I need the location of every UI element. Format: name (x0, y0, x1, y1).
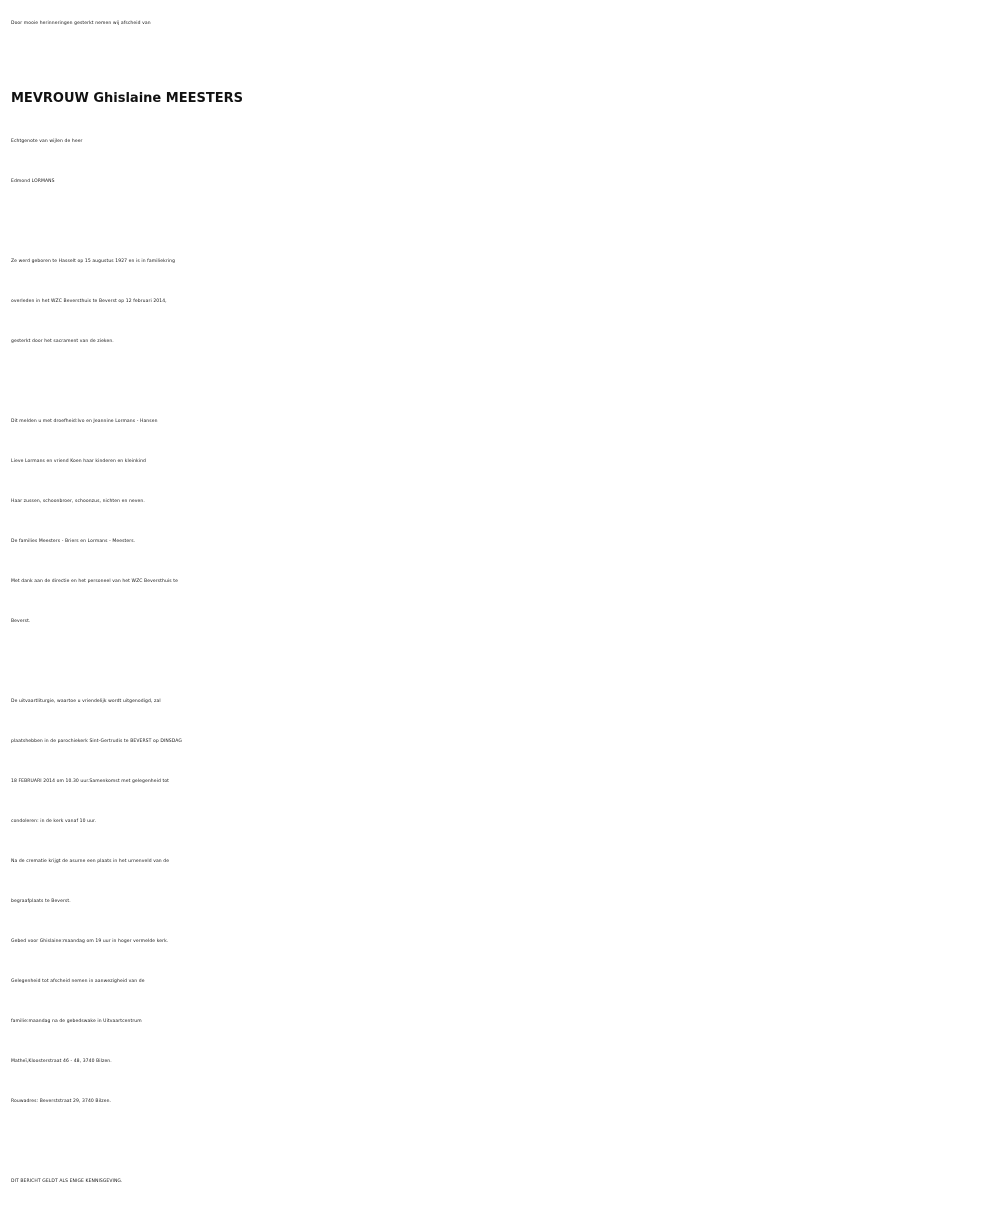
mourners-line: Met dank aan de directie en het personeel van het WZC Beversthuis te (11, 579, 178, 584)
birth-death-block (11, 242, 996, 362)
paragraph-gap (11, 202, 996, 242)
funeral-block (11, 682, 996, 1122)
birth-death-line: gesterkt door het sacrament van de zieken. (11, 339, 114, 344)
intro-text: Door mooie herinneringen gesterkt nemen wij afscheid van (11, 21, 151, 26)
paragraph-gap (11, 362, 996, 402)
mourners-line: De families Meesters - Briers en Lormans - Meesters. (11, 539, 136, 544)
death-notice (11, 4, 996, 1202)
mourners-line: Dit melden u met droefheid:Ivo en Jeannine Lormans - Hansen (11, 419, 158, 424)
funeral-line: Na de crematie krijgt de asurne een plaats in het urnenveld van de (11, 859, 170, 864)
paragraph-gap (11, 642, 996, 682)
funeral-line: Gelegenheid tot afscheid nemen in aanwezigheid van de (11, 979, 145, 984)
deceased-name: MEVROUW Ghislaine MEESTERS (11, 91, 243, 106)
funeral-line: begraafplaats te Beverst. (11, 899, 71, 904)
mourners-block (11, 402, 996, 642)
closing-text: DIT BERICHT GELDT ALS ENIGE KENNISGEVING. (11, 1179, 123, 1184)
paragraph-gap (11, 1122, 996, 1162)
spouse-line: Echtgenote van wijlen de heer (11, 139, 83, 144)
birth-death-line: Ze werd geboren te Hasselt op 15 augustus 1927 en is in familiekring (11, 259, 176, 264)
funeral-line: familie:maandag na de gebedswake in Uitvaartcentrum (11, 1019, 142, 1024)
mourners-line: Beverst. (11, 619, 31, 624)
funeral-line: Gebed voor Ghislaine:maandag om 19 uur in hoger vermelde kerk. (11, 939, 169, 944)
funeral-line: 18 FEBRUARI 2014 om 10.30 uur.Samenkomst met gelegenheid tot (11, 779, 170, 784)
funeral-line: De uitvaartliturgie, waartoe u vriendelijk wordt uitgenodigd, zal (11, 699, 161, 704)
mourners-line: Lieve Lormans en vriend Koen haar kinderen en kleinkind (11, 459, 146, 464)
funeral-line: Rouwadres: Beverststraat 29, 3740 Bilzen. (11, 1099, 112, 1104)
funeral-line: condoleren: in de kerk vanaf 10 uur. (11, 819, 97, 824)
funeral-line: plaatshebben in de parochiekerk Sint-Gertrudis te BEVERST op DINSDAG (11, 739, 182, 744)
spouse-line: Edmond LORMANS (11, 179, 55, 184)
mourners-line: Haar zussen, schoonbroer, schoonzus, nichten en neven. (11, 499, 145, 504)
funeral-line: Matheï,Kloosterstraat 46 - 48, 3740 Bilzen. (11, 1059, 112, 1064)
birth-death-line: overleden in het WZC Beversthuis te Beverst op 12 februari 2014, (11, 299, 167, 304)
spouse-block (11, 122, 996, 202)
